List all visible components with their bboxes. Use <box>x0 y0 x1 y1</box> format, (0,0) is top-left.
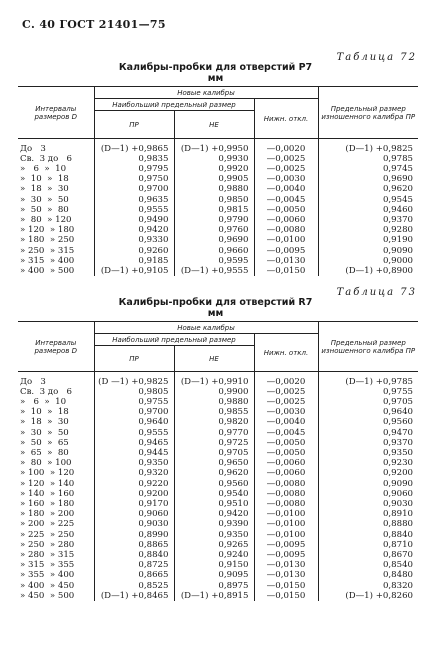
cell-worn-limit: 0,9785 <box>318 154 418 164</box>
table-row <box>18 550 418 560</box>
cell-ne: 0,9540 <box>174 489 254 499</box>
cell-worn-limit: 0,8540 <box>318 560 418 570</box>
cell-pr: 0,9700 <box>94 407 174 417</box>
cell-ne: 0,9920 <box>174 164 254 174</box>
cell-lower-dev: —0,0045 <box>254 428 318 438</box>
table-row <box>18 448 418 458</box>
cell-interval: » 180 » 250 <box>20 235 75 246</box>
table-number-72: Таблица 72 <box>336 52 417 63</box>
cell-lower-dev: —0,0050 <box>254 205 318 215</box>
col-new-gauges: Новые калибры <box>94 322 318 334</box>
table-row <box>18 479 418 489</box>
cell-lower-dev: —0,0150 <box>254 591 318 601</box>
cell-ne: 0,9150 <box>174 560 254 570</box>
table-unit: мм <box>207 308 224 319</box>
cell-ne: 0,9510 <box>174 499 254 509</box>
table-row <box>18 246 418 256</box>
cell-interval: » 30 » 50 <box>20 194 69 205</box>
cell-pr: 0,9260 <box>94 246 174 256</box>
cell-pr: 0,8990 <box>94 530 174 540</box>
cell-worn-limit: (D—1) +0,8900 <box>318 266 418 276</box>
cell-ne: 0,9420 <box>174 509 254 519</box>
col-pr: ПР <box>94 111 174 139</box>
table-number-73: Таблица 73 <box>336 287 417 298</box>
table-title-73 <box>0 297 431 319</box>
cell-lower-dev: —0,0130 <box>254 256 318 266</box>
cell-interval: » 355 » 400 <box>20 570 75 581</box>
cell-ne: (D—1) +0,9555 <box>174 266 254 276</box>
cell-lower-dev: —0,0100 <box>254 530 318 540</box>
cell-interval: » 10 » 18 <box>20 407 69 418</box>
cell-pr: 0,8525 <box>94 581 174 591</box>
cell-lower-dev: —0,0040 <box>254 417 318 427</box>
table-row <box>18 581 418 591</box>
cell-worn-limit: 0,9755 <box>318 387 418 397</box>
table-row <box>18 468 418 478</box>
table-row <box>18 397 418 407</box>
cell-ne: (D—1) +0,9910 <box>174 377 254 387</box>
table-title-text: Калибры-пробки для отверстий P7 <box>118 62 313 73</box>
cell-interval: » 6 » 10 <box>20 163 67 174</box>
cell-interval: » 100 » 120 <box>20 468 75 479</box>
cell-interval: » 18 » 30 <box>20 184 69 195</box>
cell-interval: До 3 <box>20 376 46 387</box>
cell-pr: 0,9490 <box>94 215 174 225</box>
cell-pr: 0,9635 <box>94 195 174 205</box>
col-new-gauges: Новые калибры <box>94 87 318 99</box>
cell-lower-dev: —0,0095 <box>254 246 318 256</box>
col-pr: ПР <box>94 346 174 372</box>
cell-interval: » 50 » 65 <box>20 437 69 448</box>
gauge-table-p7 <box>18 86 418 276</box>
cell-ne: 0,9265 <box>174 540 254 550</box>
cell-pr: 0,9200 <box>94 489 174 499</box>
table-row <box>18 428 418 438</box>
cell-ne: 0,9790 <box>174 215 254 225</box>
col-worn-limit: Предельный размер изношенного калибра ПР <box>318 322 418 372</box>
cell-lower-dev: —0,0025 <box>254 397 318 407</box>
cell-worn-limit: 0,8880 <box>318 519 418 529</box>
table-row <box>18 417 418 427</box>
cell-interval: » 450 » 500 <box>20 590 75 601</box>
cell-pr: 0,9755 <box>94 397 174 407</box>
table-body <box>18 144 418 277</box>
cell-ne: 0,9850 <box>174 195 254 205</box>
cell-worn-limit: 0,8670 <box>318 550 418 560</box>
cell-interval: » 160 » 180 <box>20 498 75 509</box>
cell-ne: 0,9620 <box>174 468 254 478</box>
table-row <box>18 235 418 245</box>
cell-pr: 0,9700 <box>94 184 174 194</box>
cell-worn-limit: (D—1) +0,8260 <box>318 591 418 601</box>
cell-interval: » 50 » 80 <box>20 204 69 215</box>
cell-lower-dev: —0,0095 <box>254 540 318 550</box>
cell-interval: » 80 » 100 <box>20 458 72 469</box>
table-row <box>18 174 418 184</box>
cell-worn-limit: 0,9090 <box>318 479 418 489</box>
cell-worn-limit: 0,9705 <box>318 397 418 407</box>
col-interval: Интервалы размеров D <box>18 87 94 139</box>
cell-ne: 0,9240 <box>174 550 254 560</box>
cell-pr: 0,9750 <box>94 174 174 184</box>
cell-lower-dev: —0,0080 <box>254 489 318 499</box>
table-row <box>18 570 418 580</box>
cell-ne: 0,9820 <box>174 417 254 427</box>
table-row <box>18 144 418 154</box>
cell-ne: 0,9725 <box>174 438 254 448</box>
cell-ne: 0,9855 <box>174 407 254 417</box>
cell-worn-limit: 0,9060 <box>318 489 418 499</box>
cell-pr: 0,9330 <box>94 235 174 245</box>
cell-ne: 0,9930 <box>174 154 254 164</box>
cell-pr: 0,9555 <box>94 428 174 438</box>
table-row <box>18 499 418 509</box>
table-row <box>18 530 418 540</box>
cell-worn-limit: 0,8320 <box>318 581 418 591</box>
cell-worn-limit: 0,9000 <box>318 256 418 266</box>
table-row <box>18 591 418 601</box>
table-row <box>18 458 418 468</box>
cell-interval: » 400 » 450 <box>20 580 75 591</box>
cell-worn-limit: (D—1) +0,9785 <box>318 377 418 387</box>
cell-interval: » 315 » 355 <box>20 560 75 571</box>
gauge-table-r7 <box>18 321 418 601</box>
cell-worn-limit: 0,9620 <box>318 184 418 194</box>
cell-pr: (D —1) +0,9825 <box>94 377 174 387</box>
cell-pr: 0,8840 <box>94 550 174 560</box>
cell-worn-limit: 0,9460 <box>318 205 418 215</box>
cell-worn-limit: 0,8910 <box>318 509 418 519</box>
cell-lower-dev: —0,0020 <box>254 377 318 387</box>
cell-pr: 0,8725 <box>94 560 174 570</box>
cell-lower-dev: —0,0060 <box>254 215 318 225</box>
cell-ne: 0,9705 <box>174 448 254 458</box>
cell-interval: » 65 » 80 <box>20 447 69 458</box>
cell-ne: 0,9350 <box>174 530 254 540</box>
cell-interval: До 3 <box>20 143 46 154</box>
cell-lower-dev: —0,0030 <box>254 407 318 417</box>
table-row <box>18 184 418 194</box>
table-row <box>18 205 418 215</box>
cell-ne: 0,9770 <box>174 428 254 438</box>
cell-worn-limit: 0,8840 <box>318 530 418 540</box>
cell-lower-dev: —0,0025 <box>254 154 318 164</box>
cell-ne: 0,9690 <box>174 235 254 245</box>
cell-lower-dev: —0,0080 <box>254 499 318 509</box>
cell-ne: 0,9660 <box>174 246 254 256</box>
table-row <box>18 195 418 205</box>
cell-worn-limit: (D—1) +0,9825 <box>318 144 418 154</box>
col-ne: НЕ <box>174 346 254 372</box>
cell-pr: (D—1) +0,9865 <box>94 144 174 154</box>
table-row <box>18 407 418 417</box>
cell-worn-limit: 0,9350 <box>318 448 418 458</box>
cell-lower-dev: —0,0050 <box>254 448 318 458</box>
cell-worn-limit: 0,9690 <box>318 174 418 184</box>
cell-lower-dev: —0,0095 <box>254 550 318 560</box>
table-row <box>18 540 418 550</box>
table-row <box>18 164 418 174</box>
table-row <box>18 519 418 529</box>
cell-interval: » 250 » 280 <box>20 539 75 550</box>
cell-lower-dev: —0,0025 <box>254 387 318 397</box>
cell-worn-limit: 0,9745 <box>318 164 418 174</box>
cell-lower-dev: —0,0060 <box>254 468 318 478</box>
cell-pr: 0,9805 <box>94 387 174 397</box>
cell-interval: » 180 » 200 <box>20 509 75 520</box>
table-body <box>18 377 418 601</box>
cell-lower-dev: —0,0100 <box>254 509 318 519</box>
cell-ne: 0,9880 <box>174 184 254 194</box>
cell-lower-dev: —0,0020 <box>254 144 318 154</box>
cell-interval: Св. 3 до 6 <box>20 153 72 164</box>
cell-lower-dev: —0,0080 <box>254 225 318 235</box>
cell-lower-dev: —0,0130 <box>254 570 318 580</box>
cell-ne: 0,9905 <box>174 174 254 184</box>
cell-worn-limit: 0,9545 <box>318 195 418 205</box>
col-largest-limit: Наибольший предельный размер <box>94 334 254 346</box>
cell-pr: (D—1) +0,8465 <box>94 591 174 601</box>
cell-interval: » 200 » 225 <box>20 519 75 530</box>
cell-pr: (D—1) +0,9105 <box>94 266 174 276</box>
cell-pr: 0,9465 <box>94 438 174 448</box>
cell-lower-dev: —0,0025 <box>254 164 318 174</box>
cell-interval: Св. 3 до 6 <box>20 386 72 397</box>
cell-pr: 0,9640 <box>94 417 174 427</box>
cell-worn-limit: 0,9640 <box>318 407 418 417</box>
cell-ne: 0,9390 <box>174 519 254 529</box>
cell-ne: 0,9595 <box>174 256 254 266</box>
cell-lower-dev: —0,0080 <box>254 479 318 489</box>
cell-interval: » 225 » 250 <box>20 529 75 540</box>
table-row <box>18 266 418 276</box>
table-row <box>18 377 418 387</box>
table-title-72 <box>0 62 431 84</box>
cell-worn-limit: 0,9030 <box>318 499 418 509</box>
cell-pr: 0,9170 <box>94 499 174 509</box>
cell-interval: » 30 » 50 <box>20 427 69 438</box>
cell-lower-dev: —0,0030 <box>254 174 318 184</box>
cell-lower-dev: —0,0100 <box>254 519 318 529</box>
cell-ne: 0,9900 <box>174 387 254 397</box>
cell-interval: » 120 » 140 <box>20 478 75 489</box>
cell-worn-limit: 0,9200 <box>318 468 418 478</box>
table-row <box>18 256 418 266</box>
cell-ne: 0,9560 <box>174 479 254 489</box>
cell-interval: » 18 » 30 <box>20 417 69 428</box>
cell-worn-limit: 0,9280 <box>318 225 418 235</box>
cell-interval: » 400 » 500 <box>20 265 75 276</box>
cell-pr: 0,9795 <box>94 164 174 174</box>
cell-worn-limit: 0,9090 <box>318 246 418 256</box>
cell-interval: » 80 » 120 <box>20 214 72 225</box>
cell-lower-dev: —0,0150 <box>254 266 318 276</box>
cell-lower-dev: —0,0050 <box>254 438 318 448</box>
cell-lower-dev: —0,0100 <box>254 235 318 245</box>
col-interval: Интервалы размеров D <box>18 322 94 372</box>
cell-pr: 0,9835 <box>94 154 174 164</box>
cell-worn-limit: 0,9470 <box>318 428 418 438</box>
cell-ne: 0,8975 <box>174 581 254 591</box>
table-row <box>18 509 418 519</box>
table-row <box>18 387 418 397</box>
cell-interval: » 250 » 315 <box>20 245 75 256</box>
table-row <box>18 215 418 225</box>
col-lower-dev: Нижн. откл. <box>254 99 318 139</box>
cell-ne: 0,9880 <box>174 397 254 407</box>
cell-pr: 0,8865 <box>94 540 174 550</box>
cell-interval: » 280 » 315 <box>20 549 75 560</box>
page-header: С. 40 ГОСТ 21401—75 <box>22 18 166 31</box>
table-row <box>18 489 418 499</box>
cell-pr: 0,9445 <box>94 448 174 458</box>
col-lower-dev: Нижн. откл. <box>254 334 318 372</box>
cell-ne: 0,9760 <box>174 225 254 235</box>
cell-interval: » 140 » 160 <box>20 488 75 499</box>
cell-worn-limit: 0,9370 <box>318 215 418 225</box>
cell-pr: 0,9420 <box>94 225 174 235</box>
cell-lower-dev: —0,0130 <box>254 560 318 570</box>
cell-pr: 0,9320 <box>94 468 174 478</box>
cell-lower-dev: —0,0150 <box>254 581 318 591</box>
table-row <box>18 225 418 235</box>
cell-pr: 0,9555 <box>94 205 174 215</box>
cell-worn-limit: 0,8480 <box>318 570 418 580</box>
cell-ne: 0,9815 <box>174 205 254 215</box>
table-unit: мм <box>207 73 224 84</box>
cell-pr: 0,8665 <box>94 570 174 580</box>
table-row <box>18 560 418 570</box>
cell-worn-limit: 0,9230 <box>318 458 418 468</box>
cell-interval: » 10 » 18 <box>20 174 69 185</box>
cell-interval: » 315 » 400 <box>20 255 75 266</box>
cell-lower-dev: —0,0040 <box>254 184 318 194</box>
table-row <box>18 154 418 164</box>
cell-pr: 0,9185 <box>94 256 174 266</box>
table-row <box>18 438 418 448</box>
cell-ne: 0,9095 <box>174 570 254 580</box>
cell-worn-limit: 0,9370 <box>318 438 418 448</box>
col-worn-limit: Предельный размер изношенного калибра ПР <box>318 87 418 139</box>
col-largest-limit: Наибольший предельный размер <box>94 99 254 111</box>
cell-interval: » 6 » 10 <box>20 396 67 407</box>
cell-pr: 0,9060 <box>94 509 174 519</box>
cell-worn-limit: 0,9190 <box>318 235 418 245</box>
cell-lower-dev: —0,0045 <box>254 195 318 205</box>
table-title-text: Калибры-пробки для отверстий R7 <box>118 297 313 308</box>
cell-pr: 0,9030 <box>94 519 174 529</box>
cell-worn-limit: 0,9560 <box>318 417 418 427</box>
cell-pr: 0,9220 <box>94 479 174 489</box>
cell-worn-limit: 0,8710 <box>318 540 418 550</box>
cell-interval: » 120 » 180 <box>20 225 75 236</box>
cell-ne: (D—1) +0,8915 <box>174 591 254 601</box>
cell-lower-dev: —0,0060 <box>254 458 318 468</box>
cell-ne: 0,9650 <box>174 458 254 468</box>
cell-ne: (D—1) +0,9950 <box>174 144 254 154</box>
col-ne: НЕ <box>174 111 254 139</box>
cell-pr: 0,9350 <box>94 458 174 468</box>
